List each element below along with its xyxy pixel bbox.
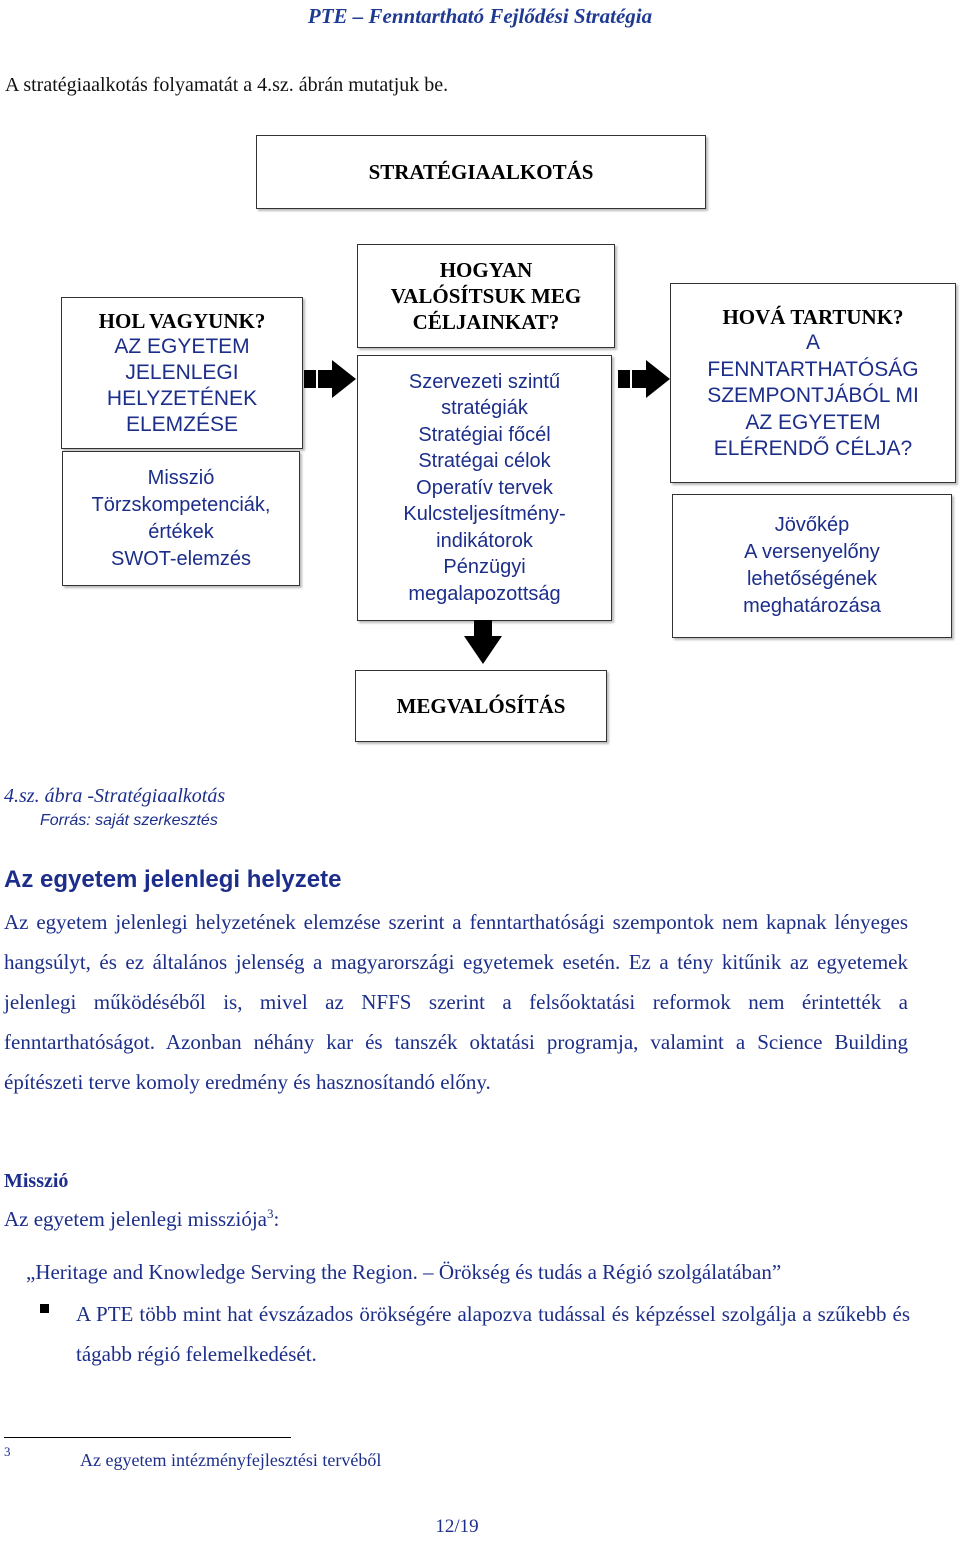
diagram-middle-body-box	[357, 355, 612, 621]
section-heading: Az egyetem jelenlegi helyzete	[4, 866, 342, 893]
mission-bullet-text: A PTE több mint hat évszázados örökségére alapozva tudással és képzéssel szolgálja a szűkebb és tágabb régió felemelkedését.	[76, 1302, 910, 1366]
diagram-right-header-box	[670, 283, 956, 483]
diagram-right-body-box	[672, 494, 952, 638]
diagram-middle-header-box	[357, 244, 615, 348]
diagram-left-subtitle: AZ EGYETEM JELENLEGI HELYZETÉNEK ELEMZÉSE	[106, 335, 258, 436]
footnote-number: 3	[4, 1444, 11, 1459]
diagram-left-body: Misszió Törzskompetenciák, értékek SWOT-elemzés	[91, 466, 271, 570]
diagram-left-body-box	[62, 451, 300, 586]
diagram-right-body: Jövőkép A versenyelőny lehetőségének meghatározása	[743, 514, 881, 617]
diagram-bottom-box	[355, 670, 607, 742]
footnote-reference[interactable]: 3	[267, 1206, 274, 1221]
page-header-title: PTE – Fenntartható Fejlődési Stratégia	[307, 4, 653, 28]
mission-quote: „Heritage and Knowledge Serving the Region. – Örökség és tudás a Régió szolgálatában”	[26, 1260, 782, 1284]
section-paragraph: Az egyetem jelenlegi helyzetének elemzése szerint a fenntarthatósági szempontok nem kapnak lényeges hangsúlyt, és ez általános jelenség a magyarországi egyetemek esetén. Ez a tény kitűnik az egyetemek jelenlegi működéséből is, mivel az NFFS szerint a felsőoktatási reformok nem érintették a fenntarthatóságot. Azonban néhány kar és tanszék oktatási programja, valamint a Science Building építészeti terve komoly eredmény és hasznosítandó előny.	[4, 910, 908, 1094]
diagram-left-header-box	[61, 297, 303, 449]
mission-intro-text: Az egyetem jelenlegi missziója	[4, 1207, 267, 1231]
figure-source: Forrás: saját szerkesztés	[40, 812, 218, 829]
diagram-top-box	[256, 135, 706, 209]
diagram-right-title: HOVÁ TARTUNK?	[722, 304, 904, 329]
diagram-middle-body: Szervezeti szintű stratégiák Stratégiai főcél Stratégai célok Operatív tervek Kulcsteljesítmény- indikátorok Pénzügyi megalapozottság	[403, 370, 566, 605]
diagram-bottom-label: MEGVALÓSÍTÁS	[396, 693, 566, 718]
footnote-text: Az egyetem intézményfejlesztési tervéből	[80, 1450, 382, 1470]
right-arrow-icon	[614, 358, 674, 400]
page-number: 12/19	[435, 1516, 479, 1537]
mission-intro	[4, 1206, 279, 1232]
down-arrow-icon	[462, 620, 504, 666]
diagram-left-title: HOL VAGYUNK?	[98, 309, 266, 333]
figure-caption: 4.sz. ábra -Stratégiaalkotás	[4, 785, 226, 807]
diagram-middle-title: HOGYAN VALÓSÍTSUK MEG CÉLJAINKAT?	[390, 258, 582, 334]
right-arrow-icon	[300, 358, 360, 400]
diagram-top-label: STRATÉGIAALKOTÁS	[368, 159, 594, 184]
intro-text: A stratégiaalkotás folyamatát a 4.sz. ábrán mutatjuk be.	[5, 74, 449, 96]
mission-heading: Misszió	[4, 1170, 69, 1192]
square-bullet-icon	[40, 1304, 49, 1313]
diagram-right-subtitle: A FENNTARTHATÓSÁG SZEMPONTJÁBÓL MI AZ EGYETEM ELÉRENDŐ CÉLJA?	[707, 331, 919, 460]
mission-intro-suffix: :	[273, 1207, 280, 1231]
footnote-divider	[4, 1437, 291, 1438]
